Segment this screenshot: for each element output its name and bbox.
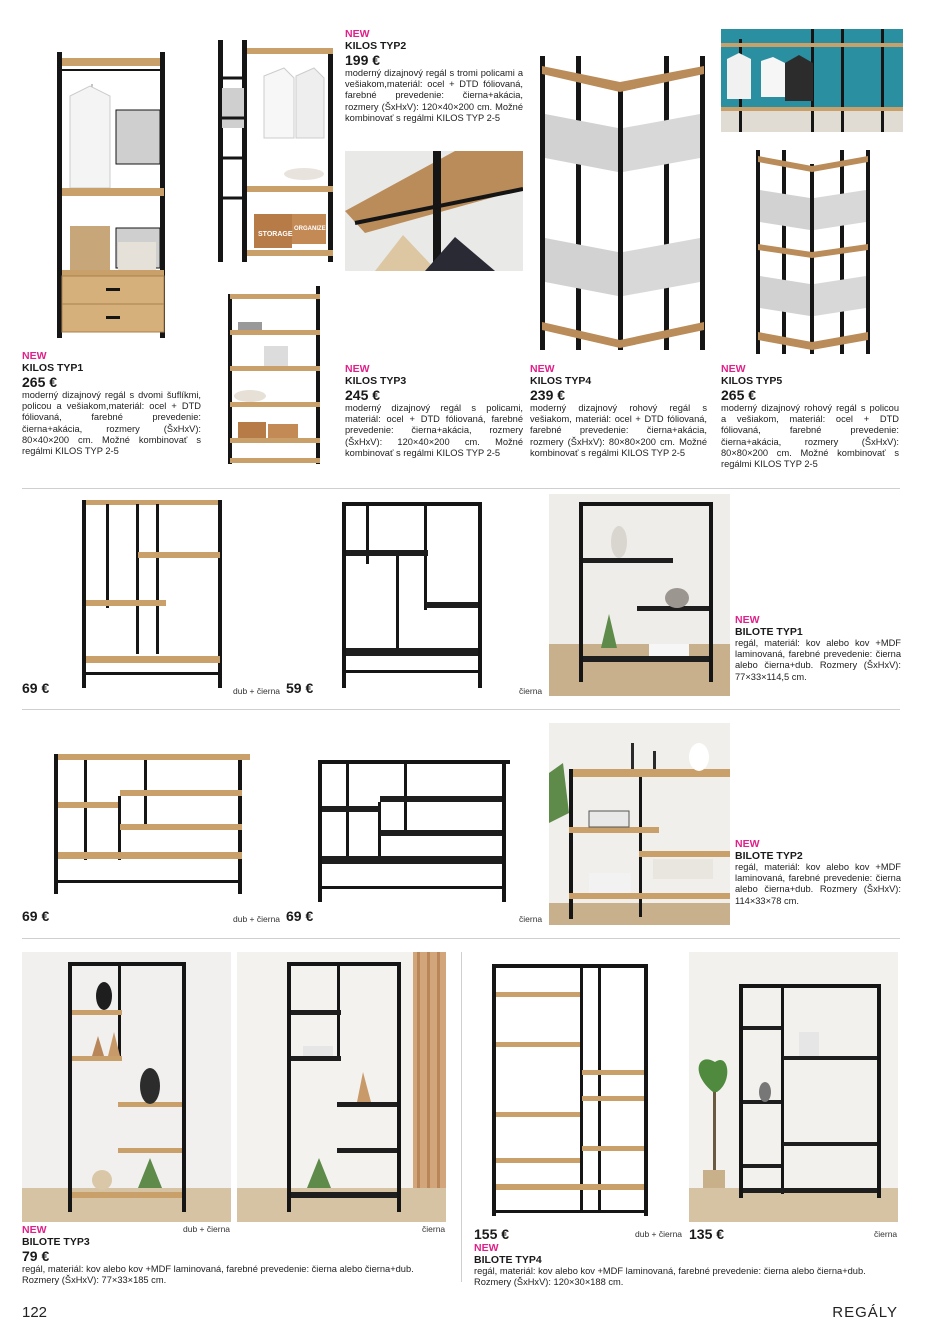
bilote-typ2-info xyxy=(735,838,901,907)
bilote-typ1-oak-variant: dub + čierna xyxy=(233,686,281,696)
product-description: moderný dizajnový rohový regál s vešiakom, materiál: ocel + DTD fóliovaná, farebné prevedenie: čierna+akácia, rozmery (ŠxHxV): 80×80×200 cm. Možné kombinovať s regálmi KILOS TYP 2-5 xyxy=(530,403,707,458)
bilote-typ4-oak-price: 155 € xyxy=(474,1226,510,1242)
new-badge: NEW xyxy=(530,363,555,375)
product-description: regál, materiál: kov alebo kov +MDF laminovaná, farebné prevedenie: čierna alebo čierna+dub. Rozmery (ŠxHxV): 120×30×188 cm. xyxy=(474,1266,866,1288)
kilos-typ1-image xyxy=(52,48,170,344)
bilote-typ2-room-photo xyxy=(549,723,730,925)
new-badge: NEW xyxy=(735,614,760,626)
bilote-typ2-oak-variant: dub + čierna xyxy=(233,914,281,924)
new-badge: NEW xyxy=(345,363,370,375)
bilote-typ3-oak-photo xyxy=(22,952,231,1222)
section-divider xyxy=(22,938,900,939)
product-price: 199 € xyxy=(345,52,381,68)
product-description: regál, materiál: kov alebo kov +MDF laminovaná, farebné prevedenie: čierna alebo čierna+dub. Rozmery (ŠxHxV): 77×33×114,5 cm. xyxy=(735,638,901,682)
bilote-typ1-black-variant: čierna xyxy=(519,686,543,696)
product-description: moderný dizajnový regál s tromi policami a vešiakom,materiál: ocel + DTD fóliovaná, farebné prevedenie: čierna+akácia, rozmery (ŠxHxV): 120×40×200 cm. Možné kombinovať s regálmi KILOS TYP 2-5 xyxy=(345,68,523,123)
bilote-typ1-oak-price: 69 € xyxy=(22,680,50,696)
kilos-typ5-info xyxy=(721,363,899,470)
product-name: KILOS TYP1 xyxy=(22,362,84,374)
kilos-typ4-info xyxy=(530,363,707,459)
kilos-room-photo xyxy=(721,29,903,132)
bilote-typ2-black-image xyxy=(316,758,512,906)
product-name: BILOTE TYP2 xyxy=(735,850,803,862)
new-badge: NEW xyxy=(721,363,746,375)
product-name: KILOS TYP3 xyxy=(345,375,407,387)
product-name: BILOTE TYP1 xyxy=(735,626,803,638)
bilote-typ1-info xyxy=(735,614,901,683)
section-divider xyxy=(22,488,900,489)
bilote-typ2-oak-image xyxy=(52,752,252,898)
product-name: KILOS TYP4 xyxy=(530,375,592,387)
product-description: regál, materiál: kov alebo kov +MDF laminovaná, farebné prevedenie: čierna alebo čierna+dub. Rozmery (ŠxHxV): 77×33×185 cm. xyxy=(22,1264,414,1286)
bilote-typ4-black-variant: čierna xyxy=(874,1229,898,1239)
product-description: moderný dizajnový rohový regál s policou a vešiakom, materiál: ocel + DTD fóliovaná, farebné prevedenie: čierna+akácia, rozmery (ŠxHxV): 80×80×200 cm. Možné kombinovať s regálmi KILOS TYP 2-5 xyxy=(721,403,899,470)
bilote-typ3-info xyxy=(22,1224,452,1286)
section-divider xyxy=(22,709,900,710)
bilote-typ1-black-image xyxy=(340,498,484,692)
new-badge: NEW xyxy=(22,1224,47,1236)
column-divider xyxy=(461,952,462,1282)
new-badge: NEW xyxy=(22,350,47,362)
hanger-detail-photo xyxy=(345,151,523,271)
kilos-typ2-image xyxy=(214,38,338,264)
storage-label: STORAGE xyxy=(258,231,293,238)
product-price: 265 € xyxy=(22,374,58,390)
product-name: KILOS TYP2 xyxy=(345,40,407,52)
kilos-typ2-info xyxy=(345,28,523,124)
product-name: BILOTE TYP3 xyxy=(22,1236,90,1248)
bilote-typ1-black-price: 59 € xyxy=(286,680,314,696)
kilos-typ4-image xyxy=(538,52,708,354)
kilos-typ3-info xyxy=(345,363,523,459)
bilote-typ2-black-price: 69 € xyxy=(286,908,314,924)
bilote-typ3-black-photo xyxy=(237,952,446,1222)
product-price: 265 € xyxy=(721,387,757,403)
product-price: 239 € xyxy=(530,387,566,403)
bilote-typ3-black-variant: čierna xyxy=(422,1224,446,1234)
bilote-typ2-black-variant: čierna xyxy=(519,914,543,924)
bilote-typ4-oak-image xyxy=(490,962,650,1220)
new-badge: NEW xyxy=(345,28,370,40)
product-description: moderný dizajnový regál s dvomi šuflíkmi, policou a vešiakom,materiál: ocel + DTD fóliovaná, farebné prevedenie: čierna+akácia, rozmery (ŠxHxV): 80×40×200 cm. Možné kombinovať s regálmi KILOS TYP 2-5 xyxy=(22,390,201,457)
page-category: REGÁLY xyxy=(832,1304,898,1321)
new-badge: NEW xyxy=(735,838,760,850)
kilos-typ3-image xyxy=(224,282,324,466)
product-price: 79 € xyxy=(22,1248,50,1264)
bilote-typ3-oak-variant: dub + čierna xyxy=(183,1224,231,1234)
product-description: moderný dizajnový regál s policami, materiál: ocel + DTD fóliovaná, farebné prevedenie: čierna+akácia, rozmery (ŠxHxV): 120×40×200 cm. Možné kombinovať s regálmi KILOS TYP 2-5 xyxy=(345,403,523,458)
kilos-typ5-image xyxy=(754,146,872,356)
page-number: 122 xyxy=(22,1304,48,1321)
product-price: 245 € xyxy=(345,387,381,403)
product-name: BILOTE TYP4 xyxy=(474,1254,542,1266)
bilote-typ1-oak-image xyxy=(80,496,224,692)
bilote-typ4-oak-variant: dub + čierna xyxy=(635,1229,683,1239)
kilos-typ1-info xyxy=(22,350,201,457)
new-badge: NEW xyxy=(474,1242,499,1254)
product-description: regál, materiál: kov alebo kov +MDF laminovaná, farebné prevedenie: čierna alebo čierna+dub. Rozmery (ŠxHxV): 114×33×78 cm. xyxy=(735,862,901,906)
bilote-typ4-info xyxy=(474,1242,902,1288)
bilote-typ4-black-photo xyxy=(689,952,898,1222)
bilote-typ4-black-price: 135 € xyxy=(689,1226,725,1242)
bilote-typ2-oak-price: 69 € xyxy=(22,908,50,924)
product-name: KILOS TYP5 xyxy=(721,375,783,387)
organize-label: ORGANIZE xyxy=(294,226,326,232)
bilote-typ1-room-photo xyxy=(549,494,730,696)
